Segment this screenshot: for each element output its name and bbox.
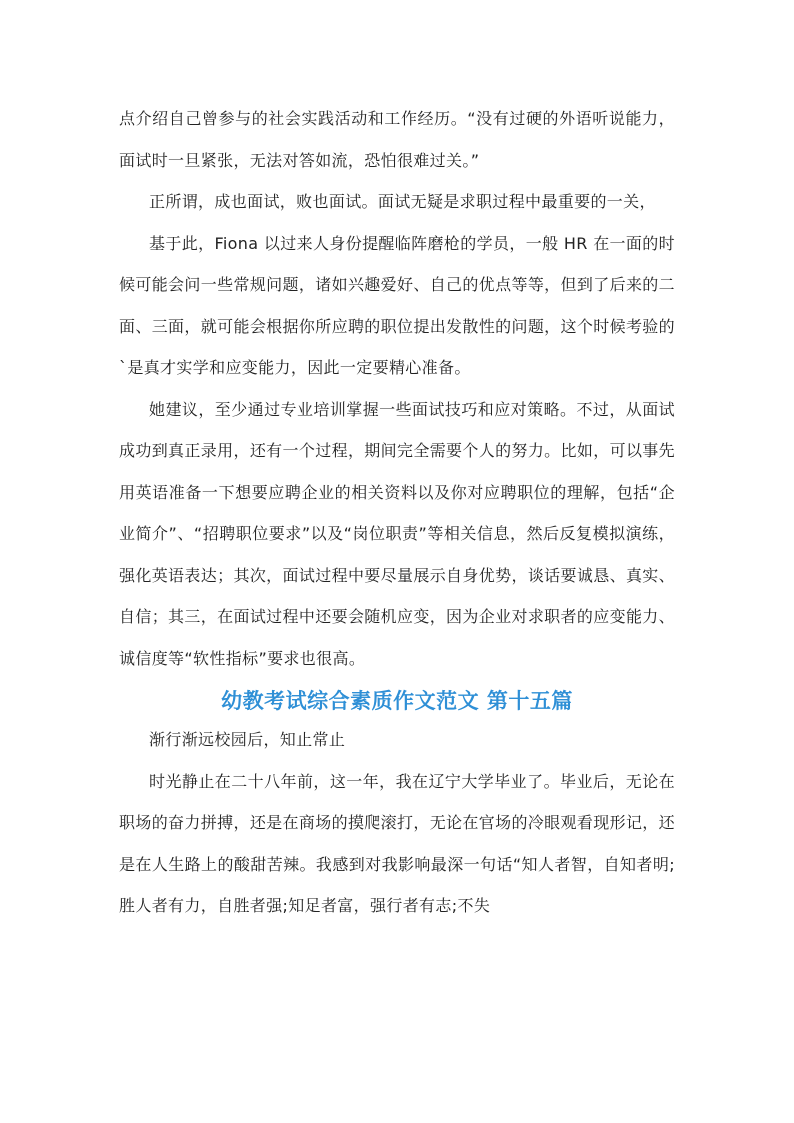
paragraph: 她建议，至少通过专业培训掌握一些面试技巧和应对策略。不过，从面试成功到真正录用，还有一个过程，期间完全需要个人的努力。比如，可以事先用英语准备一下想要应聘企业的相关资料以及你对应聘职位的理解，包括“企业简介”、“招聘职位要求”以及“岗位职责”等相关信息，然后反复模拟演练，强化英语表达；其次，面试过程中要尽量展示自身优势，谈话要诚恳、真实、自信；其三，在面试过程中还要会随机应变，因为企业对求职者的应变能力、诚信度等“软性指标”要求也很高。 [119,399,675,668]
essay-subtitle: 渐行渐远校园后，知止常止 [149,730,346,749]
document-body [119,98,675,927]
paragraph-continued: 点介绍自己曾参与的社会实践活动和工作经历。“没有过硬的外语听说能力，面试时一旦紧张，无法对答如流，恐怕很难过关。” [119,109,675,170]
paragraph: 时光静止在二十八年前，这一年，我在辽宁大学毕业了。毕业后，无论在职场的奋力拼搏，还是在商场的摸爬滚打，无论在官场的冷眼观看现形记，还是在人生路上的酸甜苦辣。我感到对我影响最深一句话“知人者智，自知者明;胜人者有力，自胜者强;知足者富，强行者有志;不失 [119,771,675,915]
section-heading: 幼教考试综合素质作文范文 第十五篇 [221,689,573,713]
paragraph: 正所谓，成也面试，败也面试。面试无疑是求职过程中最重要的一关， [149,192,656,211]
paragraph: 基于此，Fiona 以过来人身份提醒临阵磨枪的学员，一般 HR 在一面的时候可能会问一些常规问题，诸如兴趣爱好、自己的优点等等，但到了后来的二面、三面，就可能会根据你所应聘的职位提出发散性的问题，这个时候考验的`是真才实学和应变能力，因此一定要精心准备。 [119,233,675,377]
